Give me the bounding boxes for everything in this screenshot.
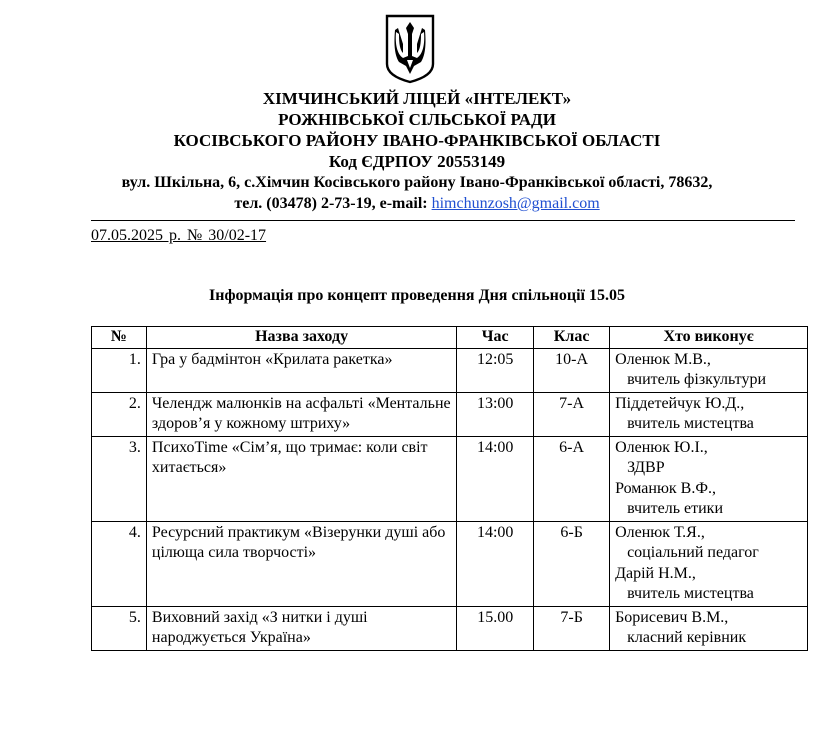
event-performers xyxy=(610,521,808,606)
row-number: 5. xyxy=(92,606,147,650)
table-row xyxy=(92,436,808,521)
table-header-row xyxy=(92,327,808,349)
events-table xyxy=(91,326,808,651)
performer-name: Романюк В.Ф., xyxy=(615,479,716,497)
table-row xyxy=(92,521,808,606)
performer-role: вчитель мистецтва xyxy=(627,415,754,432)
event-class: 7-А xyxy=(534,392,610,436)
event-performers xyxy=(610,436,808,521)
table-body xyxy=(92,348,808,650)
district-name: КОСІВСЬКОГО РАЙОНУ ІВАНО-ФРАНКІВСЬКОЇ ОБЛАСТІ xyxy=(173,131,661,150)
performer-name: Борисевич В.М., xyxy=(615,608,729,626)
performer-name: Дарій Н.М., xyxy=(615,564,696,582)
event-time: 13:00 xyxy=(457,392,534,436)
performer-name: Оленюк Ю.І., xyxy=(615,438,708,456)
header-number: № xyxy=(92,327,147,349)
header-performer: Хто виконує xyxy=(610,327,808,349)
performer-role: соціальний педагог xyxy=(627,544,759,561)
event-name: Гра у бадмінтон «Крилата ракетка» xyxy=(146,348,456,392)
header-time: Час xyxy=(457,327,534,349)
performer-role: вчитель етики xyxy=(627,500,723,517)
performer-name: Оленюк М.В., xyxy=(615,350,711,368)
event-class: 7-Б xyxy=(534,606,610,650)
performer-name: Піддетейчук Ю.Д., xyxy=(615,394,745,412)
event-name: Челендж малюнків на асфальті «Ментальне здоров’я у кожному штриху» xyxy=(146,392,456,436)
school-name: ХІМЧИНСЬКИЙ ЛІЦЕЙ «ІНТЕЛЕКТ» xyxy=(262,89,572,108)
event-performers xyxy=(610,606,808,650)
contact-line xyxy=(0,193,834,214)
row-number: 1. xyxy=(92,348,147,392)
event-name: Виховний захід «З нитки і душі народжується Україна» xyxy=(146,606,456,650)
event-name: Ресурсний практикум «Візерунки душі або цілюща сила творчості» xyxy=(146,521,456,606)
event-class: 10-А xyxy=(534,348,610,392)
event-time: 15.00 xyxy=(457,606,534,650)
email-link[interactable]: himchunzosh@gmail.com xyxy=(431,195,600,212)
document-date-number: 07.05.2025 р. № 30/02-17 xyxy=(91,227,267,244)
header-event-name: Назва заходу xyxy=(146,327,456,349)
header-class: Клас xyxy=(534,327,610,349)
event-class: 6-А xyxy=(534,436,610,521)
row-number: 2. xyxy=(92,392,147,436)
event-time: 14:00 xyxy=(457,436,534,521)
row-number: 4. xyxy=(92,521,147,606)
performer-role: ЗДВР xyxy=(627,459,665,476)
event-time: 14:00 xyxy=(457,521,534,606)
event-name: ПсихоTime «Сім’я, що тримає: коли світ хитається» xyxy=(146,436,456,521)
council-name: РОЖНІВСЬКОЇ СІЛЬСЬКОЇ РАДИ xyxy=(278,110,556,129)
edrpou-code: Код ЄДРПОУ 20553149 xyxy=(328,152,506,171)
performer-role: класний керівник xyxy=(627,629,747,646)
table-row xyxy=(92,348,808,392)
table-row xyxy=(92,606,808,650)
event-performers xyxy=(610,392,808,436)
performer-role: вчитель мистецтва xyxy=(627,585,754,602)
table-row xyxy=(92,392,808,436)
performer-name: Оленюк Т.Я., xyxy=(615,523,705,541)
address-line: вул. Шкільна, 6, с.Хімчин Косівського району Івано-Франківської області, 78632, xyxy=(121,174,713,191)
event-performers xyxy=(610,348,808,392)
performer-role: вчитель фізкультури xyxy=(627,371,766,388)
event-time: 12:05 xyxy=(457,348,534,392)
header-divider xyxy=(91,220,795,221)
letterhead xyxy=(0,88,834,214)
row-number: 3. xyxy=(92,436,147,521)
coat-of-arms-icon xyxy=(385,14,435,84)
phone-text: тел. (03478) 2-73-19, e-mail: xyxy=(234,195,432,212)
document-title: Інформація про концепт проведення Дня спільноції 15.05 xyxy=(209,287,625,304)
event-class: 6-Б xyxy=(534,521,610,606)
